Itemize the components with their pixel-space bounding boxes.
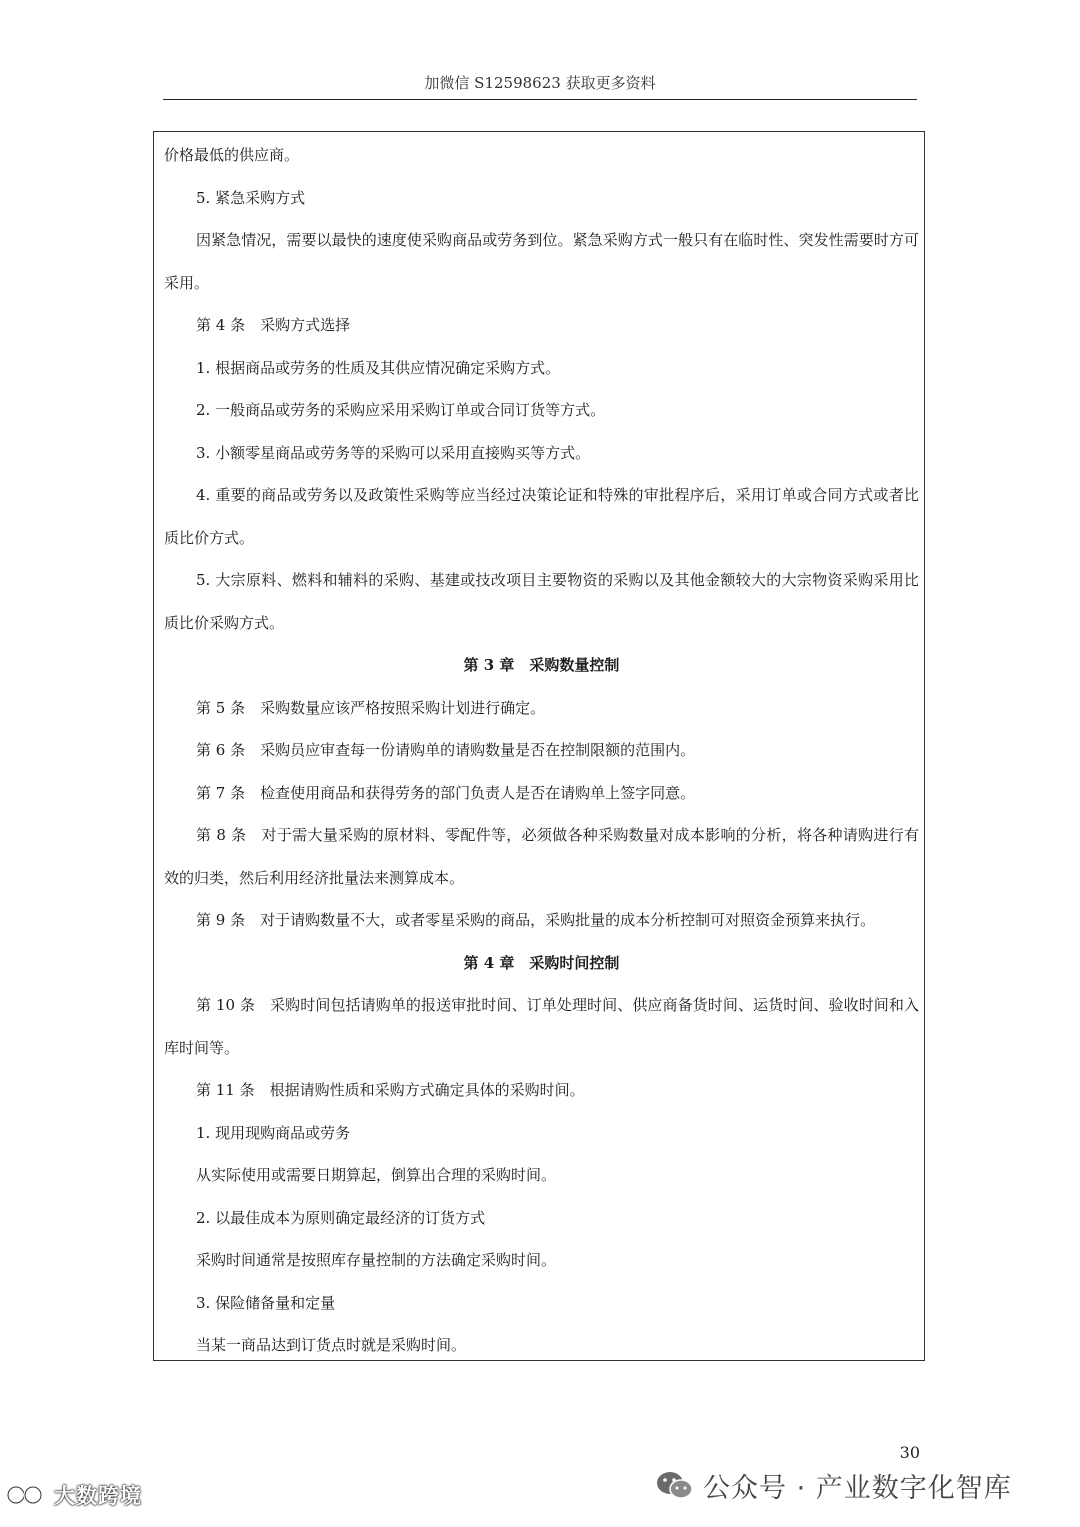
list-item: 5. 大宗原料、燃料和辅料的采购、基建或技改项目主要物资的采购以及其他金额较大的大宗物资采购采用比质比价采购方式。	[164, 571, 919, 632]
brand-text: 大数跨境	[54, 1484, 142, 1508]
list-item-heading: 1. 现用现购商品或劳务	[196, 1123, 351, 1142]
list-item-heading: 2. 以最佳成本为原则确定最经济的订货方式	[196, 1208, 486, 1227]
document-body	[164, 134, 919, 1367]
chapter-title: 第 4 章 采购时间控制	[463, 953, 620, 972]
chapter-title: 第 3 章 采购数量控制	[463, 656, 620, 674]
watermark-text: 公众号 · 产业数字化智库	[703, 1473, 1012, 1504]
article: 第 8 条 对于需大量采购的原材料、零配件等，必须做各种采购数量对成本影响的分析，将各种请购进行有效的归类，然后利用经济批量法来测算成本。	[164, 826, 919, 887]
article: 第 6 条 采购员应审查每一份请购单的请购数量是否在控制限额的范围内。	[196, 741, 696, 759]
article-heading: 第 4 条 采购方式选择	[196, 316, 351, 334]
paragraph: 当某一商品达到订货点时就是采购时间。	[196, 1336, 467, 1354]
paragraph: 因紧急情况，需要以最快的速度使采购商品或劳务到位。紧急采购方式一般只有在临时性、突发性需要时方可采用。	[164, 231, 919, 292]
article: 第 10 条 采购时间包括请购单的报送审批时间、订单处理时间、供应商备货时间、运货时间、验收时间和入库时间等。	[164, 996, 919, 1057]
list-item: 4. 重要的商品或劳务以及政策性采购等应当经过决策论证和特殊的审批程序后，采用订单或合同方式或者比质比价方式。	[164, 486, 919, 547]
list-item-heading: 5. 紧急采购方式	[196, 188, 306, 207]
list-item: 3. 小额零星商品或劳务等的采购可以采用直接购买等方式。	[196, 443, 591, 462]
paragraph: 采购时间通常是按照库存量控制的方法确定采购时间。	[196, 1251, 557, 1269]
page-number: 30	[899, 1443, 920, 1462]
article: 第 5 条 采购数量应该严格按照采购计划进行确定。	[196, 698, 546, 717]
paragraph: 从实际使用或需要日期算起，倒算出合理的采购时间。	[196, 1166, 557, 1184]
article: 第 7 条 检查使用商品和获得劳务的部门负责人是否在请购单上签字同意。	[196, 783, 696, 802]
article: 第 11 条 根据请购性质和采购方式确定具体的采购时间。	[196, 1081, 585, 1099]
list-item: 2. 一般商品或劳务的采购应采用采购订单或合同订货等方式。	[196, 401, 606, 419]
paragraph: 价格最低的供应商。	[164, 146, 300, 164]
list-item-heading: 3. 保险储备量和定量	[196, 1293, 336, 1312]
list-item: 1. 根据商品或劳务的性质及其供应情况确定采购方式。	[196, 358, 561, 377]
wechat-icon	[655, 1470, 695, 1502]
page-header: 加微信 S12598623 获取更多资料	[424, 74, 656, 92]
brand-logo-icon	[6, 1482, 48, 1508]
watermark-wechat	[655, 1466, 1012, 1505]
article: 第 9 条 对于请购数量不大，或者零星采购的商品，采购批量的成本分析控制可对照资金预算来执行。	[196, 911, 876, 929]
watermark-brand	[6, 1480, 142, 1510]
header-rule	[163, 99, 917, 100]
